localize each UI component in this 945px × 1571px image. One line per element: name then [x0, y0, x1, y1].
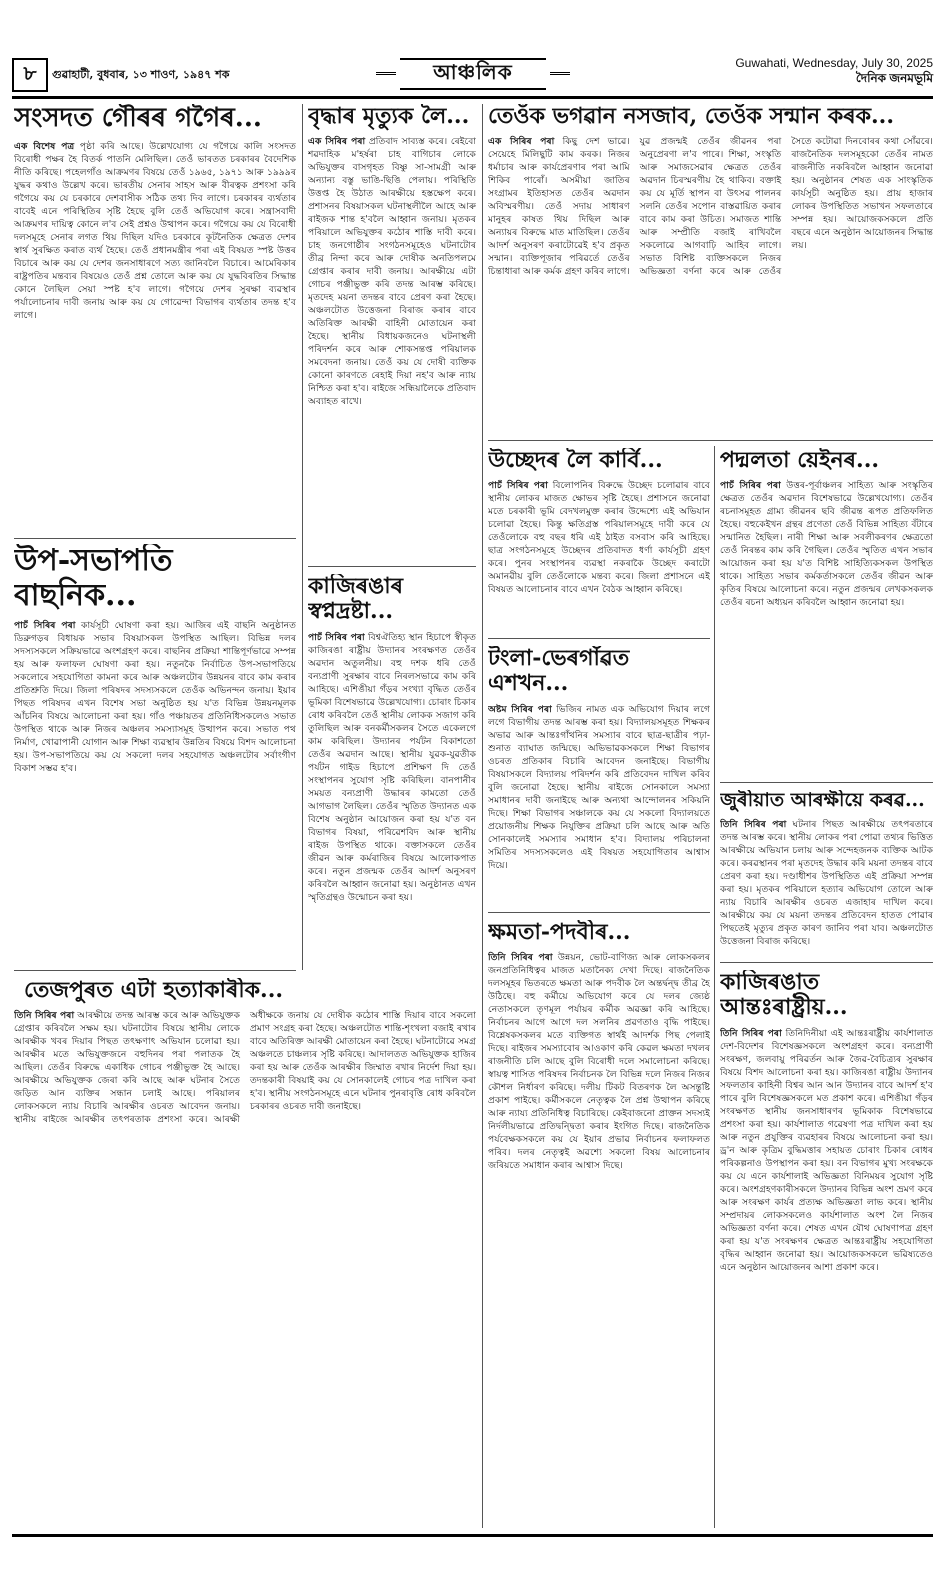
- divider: [720, 782, 933, 783]
- article-body: বিশ্বঐতিহ্য স্থান হিচাপে স্বীকৃত কাজিৰঙা ৰাষ্ট্ৰীয় উদ্যানৰ সংৰক্ষণত তেওঁৰ অৱদান অতুলনীয়। বহু দশক ধৰি তেওঁ বন্যপ্ৰাণী সুৰক্ষাৰ বাবে নিৰলসভাৱে কাম কৰি আহিছে। এশিঙীয়া গঁড়ৰ সংখ্যা বৃদ্ধিত তেওঁৰ ভূমিকা বিশেষভাৱে উল্লেখযোগ্য। চোৰাং চিকাৰ ৰোধ কৰিবলৈ তেওঁ স্থানীয় লোকক সজাগ কৰি তুলিছিল আৰু বনকৰ্মীসকলৰ সৈতে একেলগে কাম কৰিছিল। উদ্যানৰ পৰ্যটন বিকাশতো তেওঁৰ অৱদান আছে। স্থানীয় যুৱক-যুৱতীক পৰ্যটন গাইড হিচাপে প্ৰশিক্ষণ দি তেওঁ সংস্থাপনৰ সুযোগ সৃষ্টি কৰিছিল। বানপানীৰ সময়ত বন্যপ্ৰাণী উদ্ধাৰৰ কামতো তেওঁ আগভাগ লৈছিল। তেওঁৰ স্মৃতিত উদ্যানত এক বিশেষ অনুষ্ঠান আয়োজন কৰা হয় য'ত বন বিভাগৰ বিষয়া, পৰিৱেশবিদ আৰু স্থানীয় ৰাইজ উপস্থিত থাকে। বক্তাসকলে তেওঁৰ জীৱন আৰু কৰ্মৰাজিৰ বিষয়ে আলোকপাত কৰে। নতুন প্ৰজন্মক তেওঁৰ আদৰ্শ অনুসৰণ কৰিবলৈ আহ্বান জনোৱা হয়। অনুষ্ঠানত এখন স্মৃতিগ্ৰন্থও উন্মোচন কৰা হয়।: [308, 631, 476, 903]
- article-kaziranga-workshop: [720, 970, 933, 1528]
- headline: বৃদ্ধাৰ মৃত্যুক লৈ...: [308, 104, 470, 129]
- bottom-rule: [12, 1534, 933, 1537]
- headline: উচ্ছেদৰ লৈ কাৰ্বি...: [488, 448, 663, 473]
- headline: সংসদত গৌৰৰ গগৈৰ...: [14, 104, 262, 133]
- dateline: পাচঁ সিৰিৰ পৰা: [488, 480, 548, 492]
- dateline: পাচঁ সিৰিৰ পৰা: [308, 631, 365, 643]
- dateline: তিনি সিৰিৰ পৰা: [488, 952, 553, 964]
- dateline: এক সিৰিৰ পৰা: [308, 136, 366, 148]
- dateline: তিনি সিৰিৰ পৰা: [720, 1027, 782, 1039]
- headline: কাজিৰঙাত আন্তঃৰাষ্ট্ৰীয়...: [720, 970, 848, 1021]
- article-bridha: [308, 104, 476, 562]
- article-uchhed: [488, 448, 710, 634]
- divider: [720, 962, 933, 963]
- divider: [14, 970, 296, 971]
- dateline: এক বিশেষ পত্ৰ: [14, 140, 75, 152]
- dateline: এক সিৰিৰ পৰা: [488, 136, 555, 148]
- masthead: [12, 56, 933, 94]
- headline: ক্ষমতা-পদবীৰ...: [488, 920, 631, 945]
- article-body: কাৰ্যসূচী ঘোষণা কৰা হয়। আজিৰ এই বাছনি অনুষ্ঠানত ডিব্ৰুগড়ৰ বিধায়ক সভাৰ বিষয়াসকল উপস্থিত আছিল। বিভিন্ন দলৰ সদস্যসকলে সক্ৰিয়ভাৱে অংশগ্ৰহণ কৰে। বাছনিৰ প্ৰক্ৰিয়া শান্তিপূৰ্ণভাৱে সম্পন্ন হয় আৰু ফলাফল ঘোষণা কৰা হয়। নতুনকৈ নিৰ্বাচিত উপ-সভাপতিয়ে সকলোৰে সহযোগিতা কামনা কৰে আৰু অঞ্চলটোৰ উন্নয়নৰ বাবে কাম কৰাৰ প্ৰতিশ্ৰুতি দিয়ে। জিলা পৰিষদৰ সদস্যসকলে তেওঁক অভিনন্দন জনায়। ইয়াৰ পিছত পৰিষদৰ এখন বিশেষ সভা অনুষ্ঠিত হয় য'ত বিভিন্ন উন্নয়নমূলক আঁচনিৰ বিষয়ে আলোচনা কৰা হয়। গাঁও পঞ্চায়তৰ প্ৰতিনিধিসকলেও সভাত উপস্থিত থাকে আৰু নিজৰ অঞ্চলৰ সমস্যাসমূহ উত্থাপন কৰে। সভাত পথ নিৰ্মাণ, খোৱাপানী যোগান আৰু শিক্ষা ব্যৱস্থাৰ উন্নতিৰ বিষয়ে বিশদ আলোচনা হয়। উপ-সভাপতিয়ে কয় যে সকলো দলৰ সহযোগত অঞ্চলটোৰ সৰ্বাংগীণ বিকাশ সম্ভৱ হ'ব।: [14, 620, 296, 774]
- article-padmalata: [720, 448, 933, 776]
- article-body: আৰক্ষীয়ে তদন্ত আৰম্ভ কৰে আৰু অভিযুক্তক গ্ৰেপ্তাৰ কৰিবলৈ সক্ষম হয়। ঘটনাটোৰ বিষয়ে স্থানীয় লোকে আৰক্ষীক খবৰ দিয়াৰ পিছত তৎক্ষণাৎ অভিযান চলোৱা হয়। আৰক্ষীৰ মতে অভিযুক্তজনে বহুদিনৰ পৰা পলাতক হৈ আছিল। তেওঁৰ বিৰুদ্ধে একাধিক গোচৰ পঞ্জীভুক্ত হৈ আছে। আৰক্ষীয়ে অভিযুক্তক জেৰা কৰি আছে আৰু ঘটনাৰ সৈতে জড়িত আন ব্যক্তিৰ সন্ধান চলাই আছে। পৰিয়ালৰ লোকসকলে ন্যায় বিচাৰি আৰক্ষীৰ ওচৰত আবেদন জনায়। স্থানীয় ৰাইজে আৰক্ষীৰ তৎপৰতাক প্ৰশংসা কৰে। আৰক্ষী অধীক্ষকে জনায় যে দোষীক কঠোৰ শাস্তি দিয়াৰ বাবে সকলো প্ৰমাণ সংগ্ৰহ কৰা হৈছে। অঞ্চলটোত শান্তি-শৃংখলা বজাই ৰখাৰ বাবে অতিৰিক্ত আৰক্ষী মোতায়েন কৰা হৈছে। ঘটনাটোৱে সমগ্ৰ অঞ্চলতে চাঞ্চল্যৰ সৃষ্টি কৰিছে। আদালতত অভিযুক্তক হাজিৰ কৰা হয় আৰু তেওঁক আৰক্ষীৰ জিম্মাত ৰখাৰ নিৰ্দেশ দিয়া হয়। তদন্তকাৰী বিষয়াই কয় যে সোনকালেই গোচৰ পত্ৰ দাখিল কৰা হ'ব। স্থানীয় সংগঠনসমূহে এনে ঘটনাৰ পুনৰাবৃত্তি ৰোধ কৰিবলৈ চৰকাৰৰ ওচৰত দাবী জনাইছে।: [14, 1010, 476, 1126]
- divider: [488, 638, 710, 639]
- article-teuk: [488, 104, 933, 434]
- section-title: আঞ্চলিক: [400, 58, 546, 90]
- top-rule: [12, 96, 933, 99]
- dateline: তিনি সিৰিৰ পৰা: [720, 818, 787, 830]
- article-kaziranga-dreamer: [308, 574, 476, 970]
- headline: জুৰীয়াত আৰক্ষীয়ে কৰৱ...: [720, 790, 925, 811]
- dateline: পাচঁ সিৰিৰ পৰা: [14, 620, 76, 631]
- date-assamese: গুৱাহাটী, বুধবাৰ, ১৩ শাওণ, ১৯৪৭ শক: [52, 68, 230, 81]
- column-rule: [302, 104, 303, 970]
- paper-name: দৈনিক জনমভূমি: [855, 71, 933, 85]
- article-sangsad: [14, 104, 296, 534]
- article-body: পৃষ্ঠা কৰি আছে। উল্লেখযোগ্য যে গগৈয়ে কালি সংসদত বিৰোধী পক্ষৰ হৈ বিতৰ্ক পাতনি মেলিছিল। তেওঁ ভাৰতত চৰকাৰৰ বৈদেশিক নীতি কৰিছে। পহেলগাঁও আক্ৰমণৰ বিষয়ে তেওঁ ১৯৬৫, ১৯৭১ আৰু ১৯৯৯ৰ যুদ্ধৰ কথাও উল্লেখ কৰে। ভাৰতীয় সেনাৰ সাহস আৰু বীৰত্বক প্ৰশংসা কৰি গগৈয়ে কয় যে চৰকাৰে দেশবাসীক সঠিক তথ্য দিব লাগে। চৰকাৰৰ ব্যৰ্থতাৰ বাবেই এনে পৰিস্থিতিৰ সৃষ্টি হৈছে বুলি তেওঁ অভিযোগ কৰে। সন্ত্ৰাসবাদী আক্ৰমণৰ দায়িত্ব কোনে ল'ব সেই প্ৰশ্নও উত্থাপন কৰে। গগৈয়ে কয় যে বিৰোধী দলসমূহে সেনাৰ লগত থিয় দিছিল যদিও চৰকাৰে কূটনৈতিক ক্ষেত্ৰত দেশৰ স্বাৰ্থ সুৰক্ষিত কৰাত ব্যৰ্থ হৈছে। তেওঁ প্ৰধানমন্ত্ৰীৰ পৰা এই বিষয়ত স্পষ্ট উত্তৰ বিচাৰে আৰু কয় যে দেশৰ জনসাধাৰণে সত্য জানিবলৈ বিচাৰে। আমেৰিকাৰ ৰাষ্ট্ৰপতিৰ মন্তব্যৰ বিষয়েও তেওঁ প্ৰশ্ন তোলে আৰু কয় যে যুদ্ধবিৰতিৰ সিদ্ধান্ত কোনে লৈছিল সেয়া স্পষ্ট হ'ব লাগে। গগৈয়ে দেশৰ সুৰক্ষা ব্যৱস্থাৰ পৰ্যালোচনাৰ দাবী জনায় আৰু কয় যে গোৱেন্দা বিভাগৰ ব্যৰ্থতাৰ তদন্ত হ'ব লাগে।: [14, 140, 296, 321]
- divider: [308, 566, 476, 567]
- article-body: কিছু দেশ ভাৱে। সেয়েহে মিলিছুটি কাম কৰক। নিজৰ ধৰ্মাচাৰ আৰু কাৰ্যপ্ৰেৰণাৰ পৰা আমি শিকিব পাৰোঁ। অসমীয়া জাতিৰ সংগ্ৰামৰ ইতিহাসত তেওঁৰ অৱদান অবিস্মৰণীয়। তেওঁ সদায় সাধাৰণ মানুহৰ কাষত থিয় দিছিল আৰু অন্যায়ৰ বিৰুদ্ধে মাত মাতিছিল। তেওঁৰ আদৰ্শ অনুসৰণ কৰাটোৱেই হ'ব প্ৰকৃত সন্মান। ব্যক্তিপূজাৰ পৰিৱৰ্তে তেওঁৰ চিন্তাধাৰা আৰু কৰ্মক গ্ৰহণ কৰিব লাগে। যুৱ প্ৰজন্মই তেওঁৰ জীৱনৰ পৰা অনুপ্ৰেৰণা ল'ব পাৰে। শিক্ষা, সংস্কৃতি আৰু সমাজসেৱাৰ ক্ষেত্ৰত তেওঁৰ অৱদান চিৰস্মৰণীয় হৈ থাকিব। বক্তাই কয় যে মূৰ্তি স্থাপন বা উৎসৱ পালনৰ সলনি তেওঁৰ সপোন বাস্তৱায়িত কৰাৰ বাবে কাম কৰা উচিত। সমাজত শান্তি আৰু সম্প্ৰীতি বজাই ৰাখিবলৈ সকলোৱে আগবাঢ়ি আহিব লাগে। সভাত বিশিষ্ট ব্যক্তিসকলে নিজৰ অভিজ্ঞতা বৰ্ণনা কৰে আৰু তেওঁৰ সৈতে কটোৱা দিনবোৰৰ কথা সোঁৱৰে। ৰাজনৈতিক দলসমূহকো তেওঁৰ নামত ৰাজনীতি নকৰিবলৈ আহ্বান জনোৱা হয়। অনুষ্ঠানৰ শেষত এক সাংস্কৃতিক কাৰ্যসূচী অনুষ্ঠিত হয়। প্ৰায় হাজাৰ লোকৰ উপস্থিতিত সভাখন সফলতাৰে সম্পন্ন হয়। আয়োজকসকলে প্ৰতি বছৰে এনে অনুষ্ঠান আয়োজনৰ সিদ্ধান্ত লয়।: [488, 136, 933, 278]
- article-upsabhapati: [14, 544, 296, 964]
- divider: [488, 912, 710, 913]
- column-rule: [482, 104, 483, 1528]
- article-body: তিনিদিনীয়া এই আন্তঃৰাষ্ট্ৰীয় কাৰ্যশালাত দেশ-বিদেশৰ বিশেষজ্ঞসকলে অংশগ্ৰহণ কৰে। বন্যপ্ৰাণী সংৰক্ষণ, জলবায়ু পৰিৱৰ্তন আৰু জৈৱ-বৈচিত্ৰ্যৰ সুৰক্ষাৰ বিষয়ে বিশদ আলোচনা কৰা হয়। কাজিৰঙা ৰাষ্ট্ৰীয় উদ্যানৰ সফলতাৰ কাহিনী বিশ্বৰ আন আন উদ্যানৰ বাবে আদৰ্শ হ'ব পাৰে বুলি বিশেষজ্ঞসকলে মত প্ৰকাশ কৰে। এশিঙীয়া গঁড়ৰ সংৰক্ষণত স্থানীয় জনসাধাৰণৰ ভূমিকাক বিশেষভাৱে প্ৰশংসা কৰা হয়। কাৰ্যশালাত গৱেষণা পত্ৰ দাখিল কৰা হয় আৰু নতুন প্ৰযুক্তিৰ ব্যৱহাৰৰ বিষয়ে আলোচনা কৰা হয়। ড্ৰ'ন আৰু কৃত্ৰিম বুদ্ধিমত্তাৰ সহায়ত চোৰাং চিকাৰ ৰোধৰ পৰিকল্পনাও উপস্থাপন কৰা হয়। বন বিভাগৰ মুখ্য সংৰক্ষকে কয় যে এনে কাৰ্যশালাই অভিজ্ঞতা বিনিময়ৰ সুযোগ সৃষ্টি কৰে। অংশগ্ৰহণকাৰীসকলে উদ্যানৰ বিভিন্ন অংশ ভ্ৰমণ কৰে আৰু সংৰক্ষণ কাৰ্যৰ প্ৰত্যক্ষ অভিজ্ঞতা লাভ কৰে। স্থানীয় সম্প্ৰদায়ৰ লোকসকলেও কাৰ্যশালাত অংশ লৈ নিজৰ অভিজ্ঞতা বৰ্ণনা কৰে। শেষত এখন যৌথ ঘোষণাপত্ৰ গ্ৰহণ কৰা হয় য'ত সংৰক্ষণৰ ক্ষেত্ৰত আন্তঃৰাষ্ট্ৰীয় সহযোগিতা বৃদ্ধিৰ আহ্বান জনোৱা হয়। আয়োজকসকলে ভৱিষ্যতেও এনে অনুষ্ঠান আয়োজনৰ আশা প্ৰকাশ কৰে।: [720, 1027, 933, 1273]
- article-body: ভিজিৰ নামত এক অভিযোগ দিয়াৰ লগে লগে বিভাগীয় তদন্ত আৰম্ভ কৰা হয়। বিদ্যালয়সমূহত শিক্ষকৰ অভাৱ আৰু আন্তঃগাঁথনিৰ সমস্যাৰ বাবে ছাত্ৰ-ছাত্ৰীৰ পঢ়া-শুনাত ব্যাঘাত জন্মিছে। অভিভাৱকসকলে শিক্ষা বিভাগৰ ওচৰত প্ৰতিকাৰ বিচাৰি আবেদন জনাইছে। বিভাগীয় বিষয়াসকলে বিদ্যালয় পৰিদৰ্শন কৰি প্ৰতিবেদন দাখিল কৰিব বুলি জনোৱা হৈছে। স্থানীয় ৰাইজে সোনকালে সমস্যা সমাধানৰ দাবী জনাইছে আৰু অন্যথা আন্দোলনৰ সকিয়নি দিছে। শিক্ষা বিভাগৰ সঞ্চালকে কয় যে সকলো বিদ্যালয়তে প্ৰয়োজনীয় শিক্ষক নিযুক্তিৰ প্ৰক্ৰিয়া চলি আছে আৰু অতি সোনকালেই সমস্যাৰ সমাধান হ'ব। বিদ্যালয় পৰিচালনা সমিতিৰ সদস্যসকলেও এই বিষয়ত সহযোগিতাৰ আশ্বাস দিয়ে।: [488, 703, 710, 871]
- dateline: অষ্টম সিৰিৰ পৰা: [488, 703, 552, 715]
- headline: তেজপুৰত এটা হত্যাকাৰীক...: [24, 978, 284, 1003]
- headline: তেওঁক ভগৱান নসজাব, তেওঁক সন্মান কৰক...: [488, 104, 894, 129]
- dateline: তিনি সিৰিৰ পৰা: [14, 1010, 75, 1022]
- divider: [488, 440, 933, 441]
- article-body: উত্তৰ-পূৰ্বাঞ্চলৰ সাহিত্য আৰু সংস্কৃতিৰ ক্ষেত্ৰত তেওঁৰ অৱদান বিশেষভাৱে উল্লেখযোগ্য। তেওঁৰ ৰচনাসমূহত গ্ৰাম্য জীৱনৰ ছবি জীৱন্ত ৰূপত প্ৰতিফলিত হৈছে। বহুকেইখন গ্ৰন্থৰ প্ৰণেতা তেওঁ বিভিন্ন সাহিত্য বঁটাৰে সন্মানিত হৈছিল। নাৰী শিক্ষা আৰু সবলীকৰণৰ ক্ষেত্ৰতো তেওঁ নিৰন্তৰ কাম কৰি গৈছিল। তেওঁৰ স্মৃতিত এখন সভাৰ আয়োজন কৰা হয় য'ত বিশিষ্ট সাহিত্যিকসকল উপস্থিত থাকে। সাহিত্য সভাৰ কৰ্মকৰ্তাসকলে তেওঁৰ জীৱন আৰু কৃতিৰ বিষয়ে আলোচনা কৰে। নতুন প্ৰজন্মৰ লেখকসকলক তেওঁৰ ৰচনা অধ্যয়ন কৰিবলৈ আহ্বান জনোৱা হয়।: [720, 480, 933, 609]
- divider: [14, 538, 296, 539]
- dateline: পাচঁ সিৰিৰ পৰা: [720, 480, 781, 492]
- article-kshamata: [488, 920, 710, 1528]
- article-tezpur: [14, 978, 476, 1528]
- article-body: ঘটনাৰ পিছত আৰক্ষীয়ে তৎপৰতাৰে তদন্ত আৰম্ভ কৰে। স্থানীয় লোকৰ পৰা পোৱা তথ্যৰ ভিত্তিত আৰক্ষীয়ে অভিযান চলায় আৰু সন্দেহজনক ব্যক্তিক আটক কৰে। কৰৱস্থানৰ পৰা মৃতদেহ উদ্ধাৰ কৰি ময়না তদন্তৰ বাবে প্ৰেৰণ কৰা হয়। দণ্ডাধীশৰ উপস্থিতিত এই প্ৰক্ৰিয়া সম্পন্ন কৰা হয়। মৃতকৰ পৰিয়ালে হত্যাৰ অভিযোগ তোলে আৰু ন্যায় বিচাৰি আৰক্ষীৰ ওচৰত এজাহাৰ দাখিল কৰে। আৰক্ষীয়ে কয় যে ময়না তদন্তৰ প্ৰতিবেদন হাতত পোৱাৰ পিছতেই মৃত্যুৰ প্ৰকৃত কাৰণ জানিব পৰা যাব। অঞ্চলটোত উত্তেজনা বিৰাজ কৰিছে।: [720, 818, 933, 947]
- article-body: উন্নয়ন, ভোট-বাণিজ্য আৰু লোকসকলৰ জনপ্ৰতিনিধিত্বৰ মাজত মতানৈক্য দেখা দিছে। ৰাজনৈতিক দলসমূহৰ ভিতৰতে ক্ষমতা আৰু পদবীক লৈ অন্তৰ্দ্বন্দ্ব তীব্ৰ হৈ উঠিছে। বহু কৰ্মীয়ে অভিযোগ কৰে যে দলৰ জ্যেষ্ঠ নেতাসকলে তৃণমূল পৰ্যায়ৰ কৰ্মীক অৱজ্ঞা কৰি আহিছে। নিৰ্বাচনৰ আগে আগে দল সলনিৰ প্ৰৱণতাও বৃদ্ধি পাইছে। বিশ্লেষকসকলৰ মতে ব্যক্তিগত স্বাৰ্থই আদৰ্শক পিছ পেলাই দিছে। ৰাইজৰ সমস্যাবোৰ আওকাণ কৰি কেৱল ক্ষমতা দখলৰ ৰাজনীতি চলি আছে বুলি বিৰোধী দলে সমালোচনা কৰিছে। স্বায়ত্ব শাসিত পৰিষদৰ নিৰ্বাচনক লৈ বিভিন্ন দলে নিজৰ নিজৰ কৌশল নিৰ্ধাৰণ কৰিছে। দলীয় টিকট বিতৰণক লৈ অসন্তুষ্টি প্ৰকাশ পাইছে। কৰ্মীসকলে নেতৃত্বক লৈ প্ৰশ্ন উত্থাপন কৰিছে আৰু ন্যায্য প্ৰতিনিধিত্ব বিচাৰিছে। কেইবাজনো প্ৰাক্তন সদস্যই নিৰ্দলীয়ভাৱে প্ৰতিদ্বন্দ্বিতা কৰাৰ ইংগিত দিছে। ৰাজনৈতিক পৰ্যবেক্ষকসকলে কয় যে ইয়াৰ প্ৰভাৱ নিৰ্বাচনৰ ফলাফলত পৰিব। দলৰ নেতৃত্বই অৱশ্যে সকলো বিষয় আলোচনাৰ জৰিয়তে সমাধান কৰাৰ আশ্বাস দিছে।: [488, 952, 710, 1172]
- headline: কাজিৰঙাৰ স্বপ্নদ্ৰষ্টা...: [308, 574, 404, 625]
- column-rule: [714, 446, 715, 1528]
- page-number: ৮: [12, 58, 48, 92]
- article-tangla: [488, 646, 710, 908]
- headline: উপ-সভাপতি বাছনিক...: [14, 544, 173, 613]
- article-jurai: [720, 790, 933, 958]
- date-english: Guwahati, Wednesday, July 30, 2025: [735, 56, 933, 70]
- date-english-block: [735, 56, 933, 86]
- article-body: বিলোপনিৰ বিৰুদ্ধে উচ্ছেদ চলোৱাৰ বাবে স্থানীয় লোকৰ মাজত ক্ষোভৰ সৃষ্টি হৈছে। প্ৰশাসনে জনোৱা মতে চৰকাৰী ভূমি বেদখলমুক্ত কৰাৰ উদ্দেশ্যে এই অভিযান চলোৱা হৈছে। কিন্তু ক্ষতিগ্ৰস্ত পৰিয়ালসমূহে দাবী কৰে যে তেওঁলোকে বহু বছৰ ধৰি এই ঠাইত বসবাস কৰি আহিছে। ছাত্ৰ সংগঠনসমূহে উচ্ছেদৰ প্ৰতিবাদত ধৰ্ণা কাৰ্যসূচী গ্ৰহণ কৰে। পুনৰ সংস্থাপনৰ ব্যৱস্থা নকৰাকৈ উচ্ছেদ কৰাটো অমানৱীয় বুলি তেওঁলোকে মন্তব্য কৰে। জিলা প্ৰশাসনে এই বিষয়ত আলোচনাৰ বাবে এখন বৈঠক আহ্বান কৰিছে।: [488, 480, 710, 596]
- article-body: প্ৰতিবাদ সাব্যস্ত কৰে। ৰেইবো শৱদাহিক ম'হৰ্ষৰা চাহ বাগিচাৰ লোকে অভিযুক্তৰ বাসগৃহত বিষ্ণু সা-সামগ্ৰী আৰু অন্যান্য বস্তু ভাঙি-ছিঙি পেলায়। পৰিস্থিতি উত্তপ্ত হৈ উঠাত আৰক্ষীয়ে হস্তক্ষেপ কৰে। প্ৰশাসনৰ বিষয়াসকল ঘটনাস্থলীলৈ আহে আৰু ৰাইজক শান্ত হ'বলৈ আহ্বান জনায়। মৃতকৰ পৰিয়ালে অভিযুক্তৰ কঠোৰ শাস্তি দাবী কৰে। চাহ জনগোষ্ঠীৰ সংগঠনসমূহেও ঘটনাটোৰ তীব্ৰ নিন্দা কৰে আৰু দোষীক অনতিপলমে গ্ৰেপ্তাৰ কৰাৰ দাবী জনায়। আৰক্ষীয়ে এটা গোচৰ পঞ্জীভুক্ত কৰি তদন্ত আৰম্ভ কৰিছে। মৃতদেহ ময়না তদন্তৰ বাবে প্ৰেৰণ কৰা হৈছে। অঞ্চলটোত উত্তেজনা বিৰাজ কৰাৰ বাবে অতিৰিক্ত আৰক্ষী বাহিনী মোতায়েন কৰা হৈছে। স্থানীয় বিধায়কজনেও ঘটনাস্থলী পৰিদৰ্শন কৰে আৰু শোকসন্তপ্ত পৰিয়ালক সমবেদনা জনায়। তেওঁ কয় যে দোষী ব্যক্তিক কোনো কাৰণতে ৰেহাই দিয়া নহ'ব আৰু ন্যায় নিশ্চিত কৰা হ'ব। ৰাইজে সন্ধিয়ালৈকে প্ৰতিবাদ অব্যাহত ৰাখে।: [308, 136, 476, 408]
- headline: টংলা-ভেৰগাঁৱত এশখন...: [488, 646, 630, 697]
- headline: পদ্মলতা য়েইনৰ...: [720, 448, 880, 473]
